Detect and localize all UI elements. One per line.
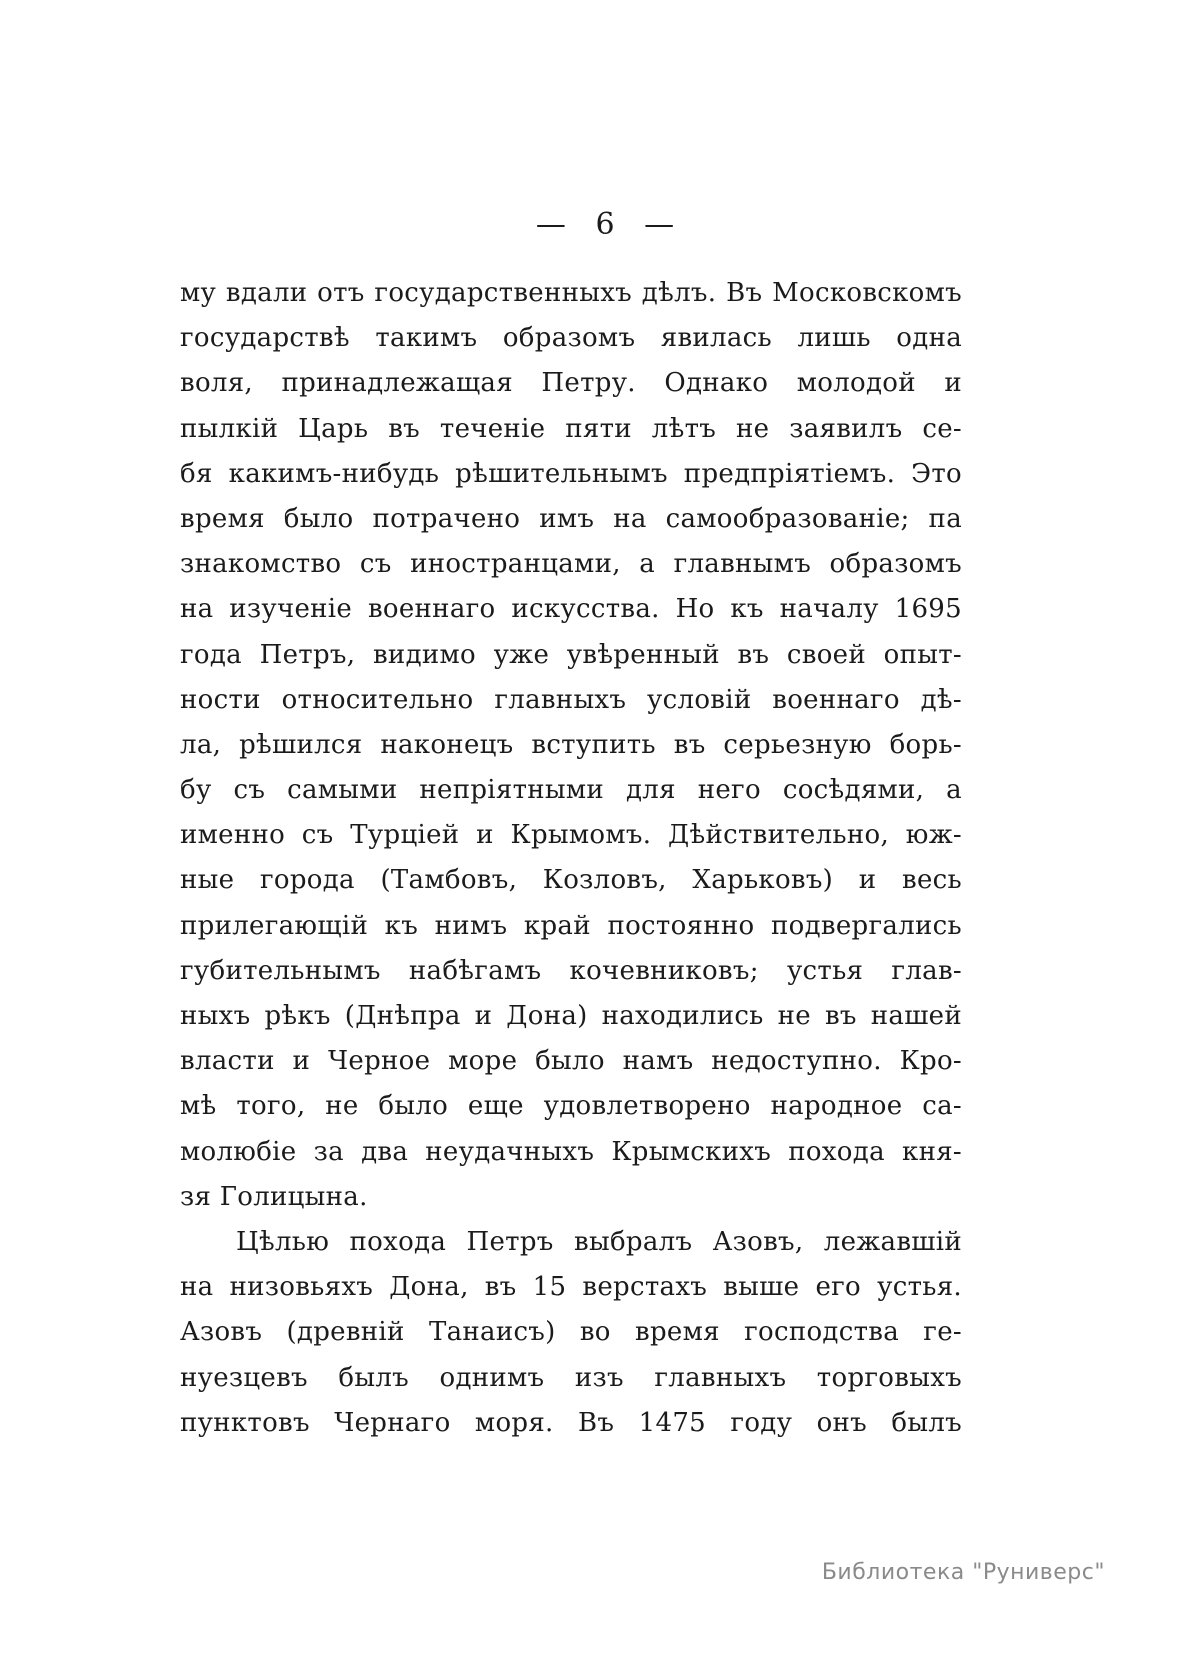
- text-line: пунктовъ Чернаго моря. Въ 1475 году онъ былъ: [180, 1407, 962, 1438]
- text-line: ности относительно главныхъ условій военнаго дѣ-: [180, 684, 962, 715]
- text-line: на низовьяхъ Дона, въ 15 верстахъ выше его устья.: [180, 1272, 962, 1303]
- text-line: государствѣ такимъ образомъ явилась лишь одна: [180, 323, 962, 354]
- text-line: пылкій Царь въ теченіе пяти лѣтъ не заявилъ се-: [180, 413, 962, 444]
- text-line: зя Голицына.: [180, 1181, 368, 1212]
- text-line: года Петръ, видимо уже увѣренный въ своей опыт-: [180, 639, 962, 670]
- text-line: Цѣлью похода Петръ выбралъ Азовъ, лежавшій: [236, 1226, 962, 1257]
- text-line: бя какимъ-нибудь рѣшительнымъ предпріятіемъ. Это: [180, 458, 962, 489]
- text-line: мѣ того, не было еще удовлетворено народное са-: [180, 1091, 962, 1122]
- text-line: на изученіе военнаго искусства. Но къ началу 1695: [180, 594, 962, 625]
- text-line: Азовъ (древній Танаисъ) во время господства ге-: [180, 1317, 962, 1348]
- body-text: [180, 271, 962, 1446]
- text-line: ла, рѣшился наконецъ вступить въ серьезную борь-: [180, 729, 962, 760]
- text-line: прилегающій къ нимъ край постоянно подвергались: [180, 910, 962, 941]
- text-line: ныхъ рѣкъ (Днѣпра и Дона) находились не въ нашей: [180, 1001, 962, 1031]
- text-line: молюбіе за два неудачныхъ Крымскихъ похода кня-: [180, 1136, 962, 1167]
- text-line: воля, принадлежащая Петру. Однако молодой и: [180, 368, 962, 399]
- text-line: нуезцевъ былъ однимъ изъ главныхъ торговыхъ: [180, 1362, 962, 1393]
- text-line: бу съ самыми непріятными для него сосѣдями, а: [180, 775, 962, 806]
- text-line: время было потрачено имъ на самообразованіе; па: [180, 503, 962, 534]
- text-line: именно съ Турціей и Крымомъ. Дѣйствительно, юж-: [180, 820, 962, 851]
- text-line: губительнымъ набѣгамъ кочевниковъ; устья глав-: [180, 955, 962, 986]
- page-number: — 6 —: [535, 207, 675, 242]
- text-line: му вдали отъ государственныхъ дѣлъ. Въ Московскомъ: [180, 278, 962, 308]
- text-line: знакомство съ иностранцами, а главнымъ образомъ: [180, 549, 962, 580]
- watermark: Библиотека "Руниверс": [821, 1560, 1105, 1585]
- text-line: ные города (Тамбовъ, Козловъ, Харьковъ) и весь: [180, 865, 962, 896]
- text-line: власти и Черное море было намъ недоступно. Кро-: [180, 1046, 962, 1077]
